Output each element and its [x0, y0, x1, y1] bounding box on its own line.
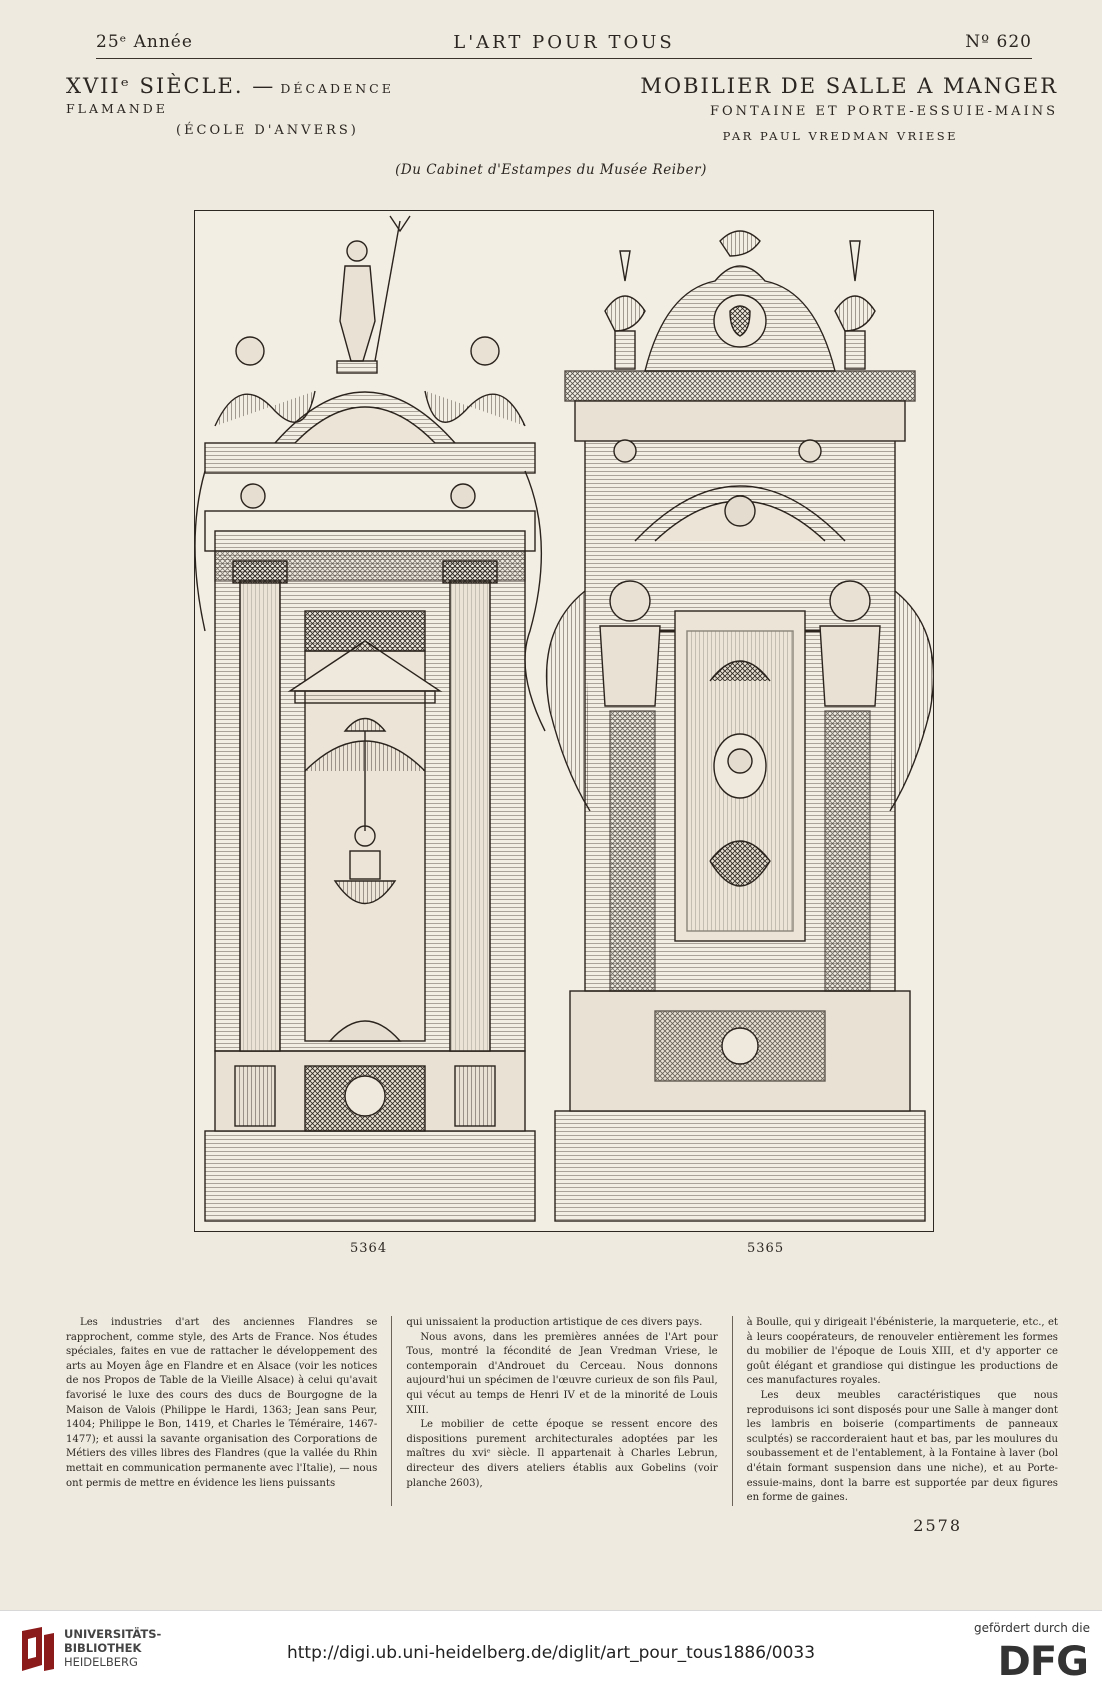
- source-caption: (Du Cabinet d'Estampes du Musée Reiber): [395, 162, 707, 178]
- school-heading: (ÉCOLE D'ANVERS): [176, 123, 359, 138]
- subject-heading: MOBILIER DE SALLE A MANGER: [640, 74, 1058, 98]
- permalink-url[interactable]: http://digi.ub.uni-heidelberg.de/diglit/art_pour_tous1886/0033: [286, 1643, 816, 1663]
- figure-number-left: 5364: [350, 1241, 388, 1256]
- paragraph: Le mobilier de cette époque se ressent encore des dispositions purement architecturales adoptées par les maîtres du xviᵉ siècle. Il appartenait à Charles Lebrun, directeur des divers ateliers établis aux Gobelins (voir planche 2603),: [406, 1419, 718, 1489]
- library-name-line: BIBLIOTHEK: [64, 1641, 142, 1655]
- library-name-line: HEIDELBERG: [64, 1655, 138, 1669]
- plate-title-left: [66, 74, 486, 138]
- engraving-illustration: [195, 211, 933, 1231]
- paragraph: Les deux meubles caractéristiques que nous reproduisons ici sont disposés pour une Salle à manger dont les lambris en boiserie (compartiments de panneaux sculptés) se raccorderaient haut et bas, par les moulures du soubassement et de l'entablement, à la Fontaine à laver (bol d'étain formant suspension dans une niche), et au Porte-essuie-mains, dont la barre est supportée par deux figures en forme de gaines.: [746, 1389, 1058, 1504]
- dfg-logo: DFG: [997, 1639, 1088, 1685]
- header-year: 25ᵉ Année: [96, 32, 193, 52]
- paragraph: qui unissaient la production artistique de ces divers pays.: [406, 1317, 703, 1328]
- paragraph: Les industries d'art des anciennes Flandres se rapprochent, comme style, des Arts de France. Nos études spéciales, faites en vue de rattacher le développement des arts au Moyen âge en Flandre et en Alsace (voir les notices de nos Propos de Table de la Vieille Alsace) à celui qu'avait favorisé le luxe des cours des ducs de Bourgogne de la Maison de Valois (Philippe le Hardi, 1363; Jean sans Peur, 1404; Philippe le Bon, 1419, et Charles le Téméraire, 1467-1477); et aussi la savante organisation des Corporations de Métiers des villes libres des Flandres (que la vallée du Rhin mettait en communication permanente avec l'Italie), — nous ont permis de mettre en évidence les liens puissants: [66, 1317, 378, 1489]
- paragraph: Nous avons, dans les premières années de l'Art pour Tous, montré la fécondité de Jean Vredman Vriese, le contemporain d'Androuet du Cerceau. Nous donnons aujourd'hui un spécimen de l'œuvre curieux de son fils Paul, qui vécut au temps de Henri IV et de la minorité de Louis XIII.: [406, 1331, 718, 1416]
- engraving-plate: [194, 210, 934, 1232]
- article-text: [66, 1316, 1058, 1506]
- library-name-line: UNIVERSITÄTS-: [64, 1627, 162, 1641]
- digitization-footer: [0, 1610, 1102, 1691]
- funding-label: gefördert durch die: [974, 1621, 1090, 1635]
- fountain-cabinet-drawing: [195, 216, 545, 1221]
- author-heading: PAR PAUL VREDMAN VRIESE: [722, 129, 958, 143]
- figure-number-right: 5365: [747, 1241, 785, 1256]
- century-heading: XVIIᵉ SIÈCLE. —: [66, 74, 276, 98]
- paragraph: à Boulle, qui y dirigeait l'ébénisterie, la marqueterie, etc., et à leurs coopérateurs, de renouveler entièrement les formes du mobilier de l'époque de Louis XIII, et d'y apporter ce goût élégant et grandiose qui distingue les productions de ces manufactures royales.: [746, 1317, 1058, 1387]
- page-number: 2578: [913, 1516, 962, 1535]
- header-issue-number: Nº 620: [965, 32, 1032, 52]
- plate-title-right: [538, 74, 1058, 143]
- style-heading: DÉCADENCE FLAMANDE: [66, 81, 394, 116]
- towel-rack-cabinet-drawing: [547, 231, 933, 1221]
- text-column-3: [732, 1316, 1058, 1506]
- text-column-1: [66, 1316, 391, 1506]
- objects-heading: FONTAINE ET PORTE-ESSUIE-MAINS: [710, 104, 1058, 119]
- running-header: [96, 30, 1032, 59]
- text-column-2: [391, 1316, 731, 1506]
- header-journal-title: L'ART POUR TOUS: [453, 32, 675, 53]
